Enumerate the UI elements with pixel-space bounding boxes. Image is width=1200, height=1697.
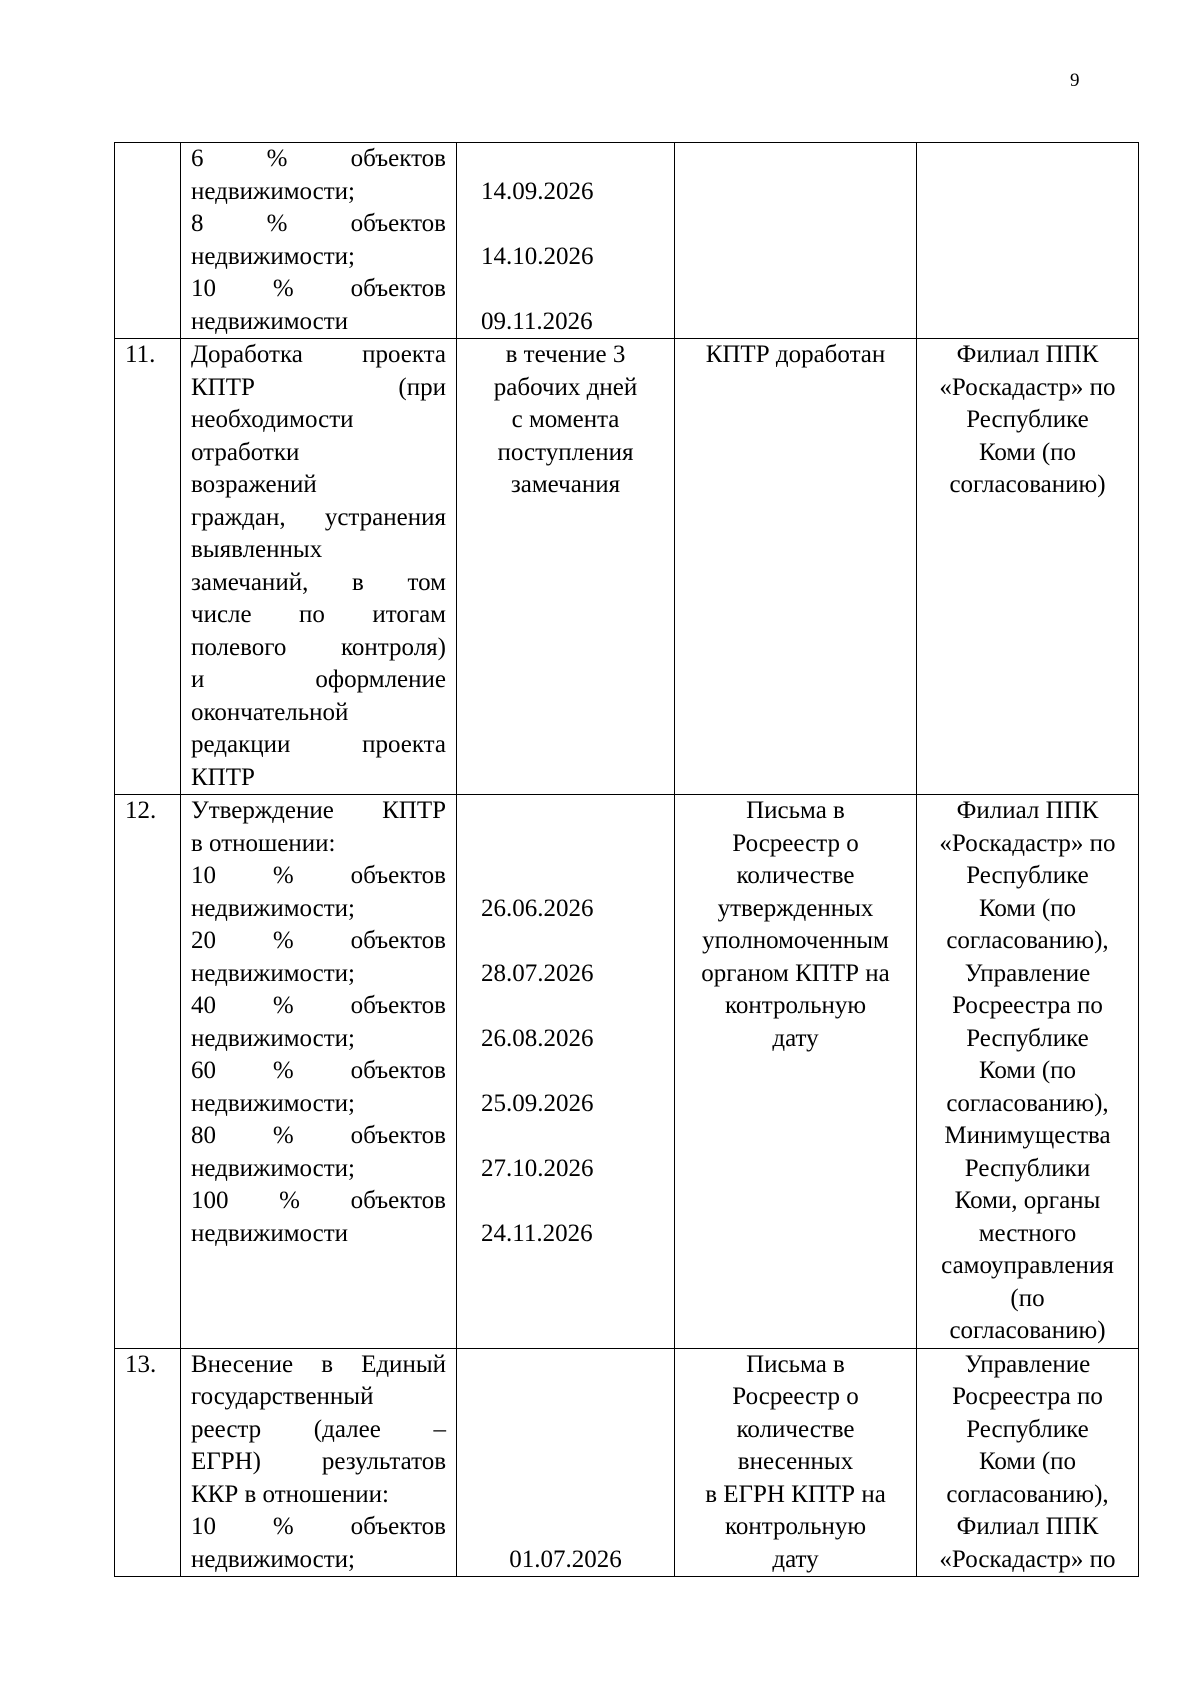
task-text-line: 40 % объектов [191, 992, 446, 1019]
task-text-line: недвижимости [191, 307, 349, 335]
cell-text-line: Коми (по [978, 894, 1077, 922]
task-text-line: 10 % объектов [191, 862, 446, 889]
task-text-line: недвижимости; [191, 242, 355, 270]
cell-text-line: согласованию) [949, 1317, 1106, 1344]
task-cell [181, 1348, 457, 1577]
task-text-line: недвижимости; [191, 1024, 355, 1052]
task-text-line: недвижимости; [191, 1545, 355, 1573]
task-cell [181, 339, 457, 795]
task-text-line: возражений [191, 471, 317, 498]
deadline-date: 25.09.2026 [481, 1089, 594, 1117]
deadline-cell [457, 339, 675, 795]
cell-text-line: местного [978, 1219, 1077, 1247]
row-number-cell [115, 143, 181, 339]
cell-text-line: Коми, органы [954, 1187, 1101, 1214]
cell-text-line: Филиал ППК [956, 1513, 1099, 1540]
task-text-line: необходимости [191, 406, 354, 433]
cell-text-line: количестве [736, 1415, 855, 1443]
cell-text-line: Филиал ППК [956, 797, 1099, 824]
table-row-11 [115, 339, 1139, 795]
cell-text-line: Республике [966, 1024, 1089, 1052]
cell-text-line: в течение 3 [505, 341, 626, 368]
task-text-line: Внесение в Единый [191, 1350, 446, 1378]
deadline-date: 14.09.2026 [481, 177, 594, 205]
cell-text-line: органом КПТР на [701, 959, 890, 987]
cell-text-line: Коми (по [978, 1448, 1077, 1475]
task-text-line: 20 % объектов [191, 927, 446, 954]
cell-text-line: «Роскадастр» по [939, 1545, 1116, 1573]
cell-text-line: согласованию) [949, 471, 1106, 498]
cell-text-line: в ЕГРН КПТР на [705, 1480, 886, 1508]
responsible-cell [917, 795, 1139, 1349]
task-text-line: числе по итогам [191, 601, 446, 628]
cell-text-line: Минимущества [944, 1122, 1111, 1149]
table-row-13 [115, 1348, 1139, 1577]
task-text-line: недвижимости; [191, 1154, 355, 1182]
cell-text-line: «Роскадастр» по [939, 373, 1116, 401]
cell-text-line: Росреестра по [952, 1383, 1103, 1410]
cell-text-line: количестве [736, 862, 855, 889]
task-text-line: 100 % объектов [191, 1187, 446, 1214]
task-text-line: недвижимости; [191, 1089, 355, 1117]
cell-text-line: согласованию), [946, 1089, 1109, 1117]
task-text-line: 8 % объектов [191, 210, 446, 237]
task-text-line: недвижимости; [191, 959, 355, 987]
task-text-line: 10 % объектов [191, 1513, 446, 1540]
task-text-line: в отношении: [191, 829, 336, 857]
task-text-line: отработки [191, 438, 300, 466]
cell-text-line: уполномоченным [702, 927, 889, 954]
date-cell [457, 795, 675, 1349]
result-cell [675, 795, 917, 1349]
task-text-line: ЕГРН) результатов [191, 1448, 446, 1475]
task-text-line: 80 % объектов [191, 1122, 446, 1149]
cell-text-line: Управление [964, 959, 1091, 987]
cell-text-line: КПТР доработан [705, 341, 886, 368]
task-text-line: недвижимости; [191, 177, 355, 205]
task-text-line: редакции проекта [191, 731, 446, 758]
row-number-cell: 12. [115, 795, 181, 1349]
table-row-continuation [115, 143, 1139, 339]
cell-text-line: Письма в [746, 797, 845, 824]
cell-text-line: контрольную [724, 1513, 867, 1540]
cell-text-line: поступления [497, 438, 634, 466]
task-text-line: ККР в отношении: [191, 1480, 389, 1508]
cell-text-line: Письма в [746, 1350, 845, 1378]
task-text-line: замечаний, в том [191, 568, 446, 596]
task-text-line: Утверждение КПТР [191, 797, 446, 824]
task-text-line: 10 % объектов [191, 275, 446, 302]
responsible-cell [917, 1348, 1139, 1577]
deadline-date: 14.10.2026 [481, 242, 594, 270]
task-text-line: реестр (далее – [191, 1415, 446, 1443]
cell-text-line: Управление [964, 1350, 1091, 1378]
task-cell [181, 143, 457, 339]
row-number-cell: 11. [115, 339, 181, 795]
cell-text-line: Росреестр о [732, 829, 859, 857]
task-cell [181, 795, 457, 1349]
cell-text-line: Республики [964, 1154, 1091, 1182]
cell-text-line: замечания [510, 471, 621, 498]
page-number: 9 [1070, 70, 1080, 91]
deadline-date: 26.08.2026 [481, 1024, 594, 1052]
cell-text-line: самоуправления [941, 1252, 1114, 1279]
cell-text-line: Коми (по [978, 438, 1077, 466]
cell-text-line: Филиал ППК [956, 341, 1099, 368]
task-text-line: КПТР (при [191, 373, 446, 401]
task-text-line: Доработка проекта [191, 341, 446, 368]
task-text-line: выявленных [191, 536, 323, 563]
task-text-line: 6 % объектов [191, 145, 446, 172]
result-cell [675, 143, 917, 339]
cell-text-line: (по [1010, 1284, 1045, 1312]
cell-text-line: дату [772, 1545, 819, 1573]
cell-text-line: «Роскадастр» по [939, 829, 1116, 857]
task-text-line: и оформление [191, 666, 446, 693]
cell-text-line: с момента [511, 406, 620, 433]
table-row-12 [115, 795, 1139, 1349]
responsible-cell [917, 339, 1139, 795]
task-text-line: недвижимости; [191, 894, 355, 922]
deadline-date: 28.07.2026 [481, 959, 594, 987]
cell-text-line: согласованию), [946, 1480, 1109, 1508]
task-text-line: КПТР [191, 763, 255, 791]
deadline-date: 09.11.2026 [481, 307, 593, 335]
responsible-cell [917, 143, 1139, 339]
cell-text-line: внесенных [737, 1448, 854, 1475]
cell-text-line: дату [772, 1024, 819, 1052]
cell-text-line: Росреестра по [952, 992, 1103, 1019]
result-cell [675, 1348, 917, 1577]
cell-text-line: Росреестр о [732, 1383, 859, 1410]
task-text-line: 60 % объектов [191, 1057, 446, 1084]
task-text-line: граждан, устранения [191, 503, 446, 531]
deadline-date: 27.10.2026 [481, 1154, 594, 1182]
cell-text-line: Коми (по [978, 1057, 1077, 1084]
task-text-line: окончательной [191, 698, 349, 726]
cell-text-line: рабочих дней [493, 373, 638, 401]
deadline-date: 26.06.2026 [481, 894, 594, 922]
task-text-line: недвижимости [191, 1219, 349, 1247]
date-cell [457, 1348, 675, 1577]
task-text-line: государственный [191, 1383, 374, 1410]
deadline-date: 24.11.2026 [481, 1219, 593, 1247]
deadline-date: 01.07.2026 [509, 1545, 622, 1573]
task-text-line: полевого контроля) [191, 633, 446, 661]
cell-text-line: согласованию), [946, 927, 1109, 954]
plan-table [114, 142, 1139, 1577]
row-number-cell: 13. [115, 1348, 181, 1577]
cell-text-line: Республике [966, 1415, 1089, 1443]
cell-text-line: контрольную [724, 992, 867, 1019]
date-cell [457, 143, 675, 339]
result-cell [675, 339, 917, 795]
cell-text-line: Республике [966, 862, 1089, 889]
cell-text-line: утвержденных [717, 894, 874, 922]
cell-text-line: Республике [966, 406, 1089, 433]
